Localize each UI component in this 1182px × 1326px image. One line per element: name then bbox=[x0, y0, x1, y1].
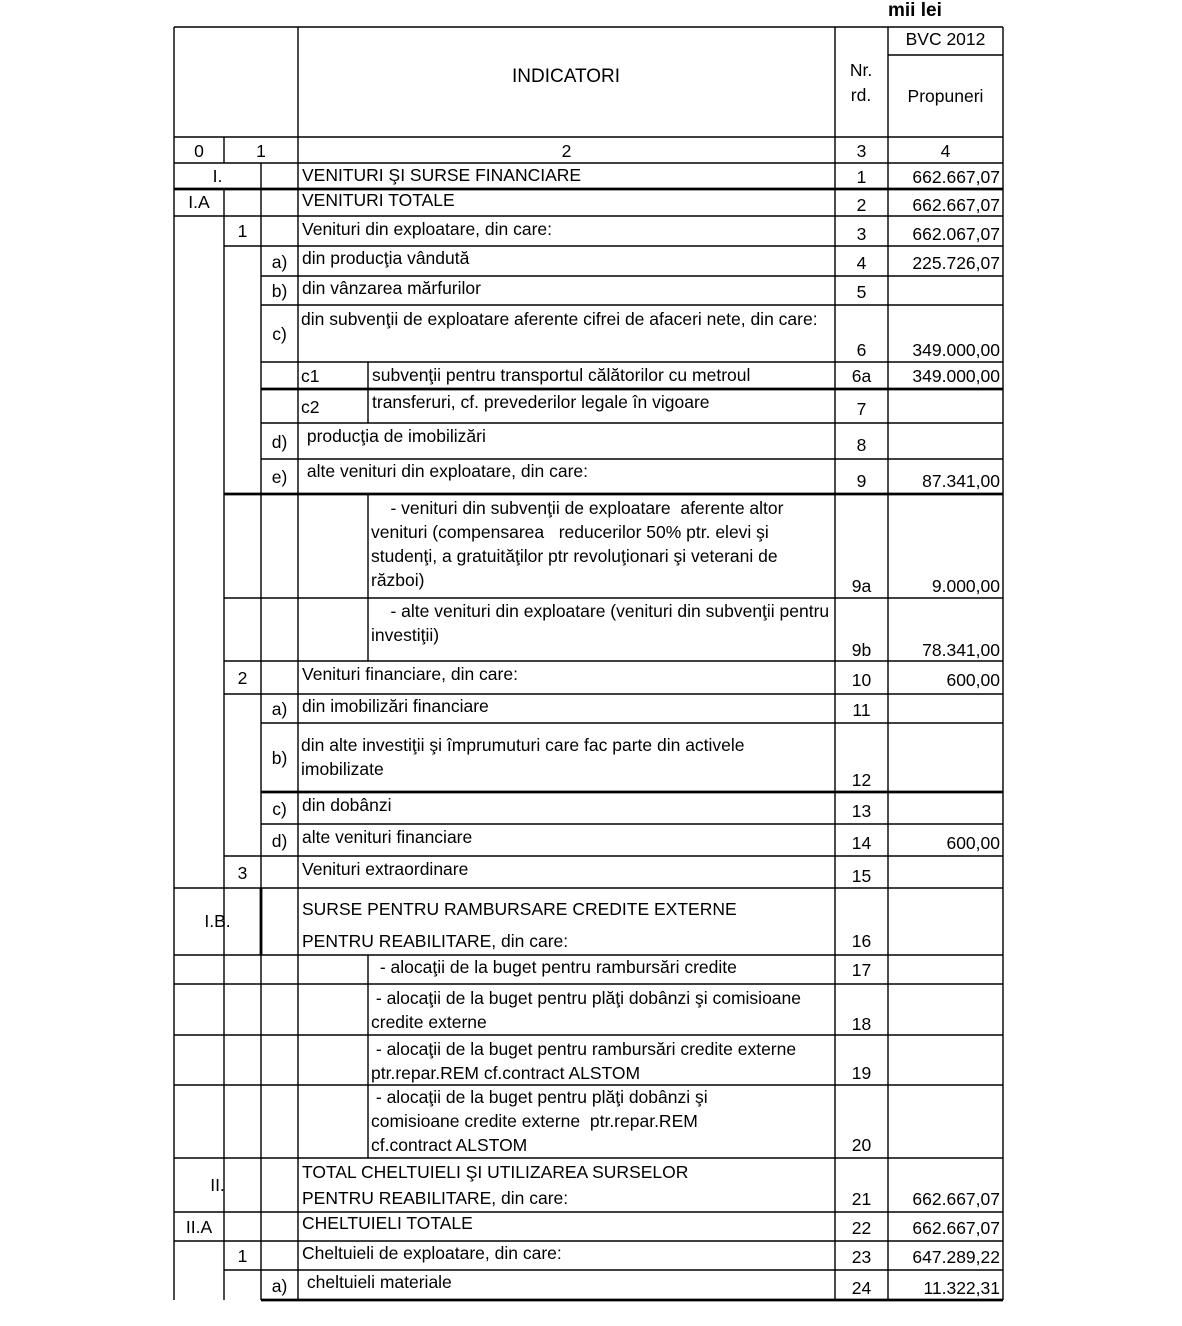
header-propuneri: Propuneri bbox=[907, 86, 984, 106]
row-nr: 17 bbox=[851, 960, 872, 980]
row-nr: 6a bbox=[851, 366, 872, 386]
row-value: 662.067,07 bbox=[912, 224, 1000, 244]
header-bvc: BVC 2012 bbox=[905, 29, 986, 49]
row-code: 2 bbox=[237, 668, 248, 688]
row-nr: 20 bbox=[851, 1135, 872, 1155]
col-number-4: 4 bbox=[940, 141, 951, 161]
row-label: - venituri din subvenţii de exploatare aferente altor venituri (compensarea reducerilor 50% ptr. elevi şi studenţi, a gratuităţilor ptr revoluţionari şi veterani de război) bbox=[371, 498, 789, 590]
row-code: b) bbox=[271, 748, 288, 768]
row-value: 647.289,22 bbox=[912, 1247, 1000, 1267]
row-label: din subvenţii de exploatare aferente cifrei de afaceri nete, din care: bbox=[301, 309, 818, 329]
row-code: c1 bbox=[301, 366, 320, 386]
row-label: Venituri extraordinare bbox=[302, 859, 469, 879]
row-nr: 14 bbox=[851, 833, 872, 853]
row-label: - alocaţii de la buget pentru rambursări credite externe ptr.repar.REM cf.contract ALSTOM bbox=[371, 1039, 801, 1083]
col-number-0: 0 bbox=[194, 141, 204, 161]
row-label: - alte venituri din exploatare (venituri din subvenţii pentru investiţii) bbox=[371, 601, 835, 645]
row-label: - alocaţii de la buget pentru plăţi dobânzi şi comisioane credite externe bbox=[371, 988, 806, 1032]
row-label: VENITURI TOTALE bbox=[302, 190, 455, 210]
row-value: 87.341,00 bbox=[922, 471, 1000, 491]
row-label: producţia de imobilizări bbox=[302, 426, 486, 446]
row-label: cheltuieli materiale bbox=[302, 1272, 452, 1292]
row-code: II. bbox=[210, 1175, 225, 1195]
row-nr: 3 bbox=[856, 224, 867, 244]
row-label: din producţia vândută bbox=[302, 248, 470, 268]
row-code: a) bbox=[271, 1276, 288, 1296]
row-nr: 9b bbox=[851, 640, 872, 660]
row-value: 349.000,00 bbox=[912, 340, 1000, 360]
row-value: 662.667,07 bbox=[912, 1218, 1000, 1238]
row-nr: 18 bbox=[851, 1014, 872, 1034]
row-code: I.A bbox=[188, 192, 210, 212]
row-label-line2: PENTRU REABILITARE, din care: bbox=[302, 931, 569, 951]
row-nr: 16 bbox=[851, 931, 872, 951]
row-label: VENITURI ŞI SURSE FINANCIARE bbox=[302, 165, 582, 185]
row-code: I.B. bbox=[204, 911, 231, 931]
row-label: CHELTUIELI TOTALE bbox=[302, 1213, 473, 1233]
header-nr-rd: Nr. rd. bbox=[849, 60, 873, 105]
row-value: 9.000,00 bbox=[931, 576, 1000, 596]
row-nr: 4 bbox=[856, 253, 867, 273]
row-value: 349.000,00 bbox=[912, 366, 1000, 386]
row-label: din alte investiţii şi împrumuturi care fac parte din activele imobilizate bbox=[301, 735, 745, 779]
row-nr: 12 bbox=[851, 770, 872, 790]
row-code: b) bbox=[271, 281, 288, 301]
row-value: 78.341,00 bbox=[922, 640, 1000, 660]
row-value: 600,00 bbox=[946, 670, 1000, 690]
col-number-2: 2 bbox=[561, 141, 572, 161]
col-number-1: 1 bbox=[256, 141, 266, 161]
row-nr: 5 bbox=[856, 282, 867, 302]
row-label: alte venituri financiare bbox=[302, 827, 473, 847]
row-value: 662.667,07 bbox=[912, 195, 1000, 215]
row-code: 3 bbox=[237, 863, 248, 883]
row-value: 600,00 bbox=[946, 833, 1000, 853]
row-label: Venituri financiare, din care: bbox=[302, 664, 518, 684]
row-code: 1 bbox=[237, 1246, 248, 1266]
row-nr: 10 bbox=[851, 670, 872, 690]
row-label-line1: TOTAL CHELTUIELI ŞI UTILIZAREA SURSELOR bbox=[302, 1162, 689, 1182]
row-value: 225.726,07 bbox=[912, 253, 1000, 273]
row-code: d) bbox=[271, 432, 288, 452]
row-nr: 2 bbox=[856, 195, 867, 215]
row-label: - alocaţii de la buget pentru plăţi dobânzi şi comisioane credite externe ptr.repar.REM cf.contract ALSTOM bbox=[371, 1087, 713, 1155]
row-label: din dobânzi bbox=[302, 795, 392, 815]
row-nr: 22 bbox=[851, 1218, 872, 1238]
row-label: subvenţii pentru transportul călătorilor cu metroul bbox=[372, 365, 751, 385]
row-nr: 23 bbox=[851, 1247, 872, 1267]
row-nr: 7 bbox=[856, 399, 867, 419]
row-nr: 15 bbox=[851, 866, 872, 886]
row-label-line1: SURSE PENTRU RAMBURSARE CREDITE EXTERNE bbox=[302, 899, 737, 919]
unit-label: mii lei bbox=[888, 0, 942, 21]
row-code: c) bbox=[272, 799, 287, 819]
row-code: II.A bbox=[185, 1217, 213, 1237]
row-nr: 13 bbox=[851, 801, 872, 821]
row-nr: 8 bbox=[856, 435, 867, 455]
row-label: Venituri din exploatare, din care: bbox=[302, 219, 553, 239]
row-code: c2 bbox=[301, 397, 320, 417]
row-value: 662.667,07 bbox=[912, 167, 1000, 187]
row-value: 662.667,07 bbox=[912, 1189, 1000, 1209]
row-nr: 9 bbox=[856, 471, 867, 491]
row-code: d) bbox=[271, 831, 288, 851]
row-nr: 21 bbox=[851, 1189, 872, 1209]
row-label: Cheltuieli de exploatare, din care: bbox=[302, 1243, 562, 1263]
row-label: din vânzarea mărfurilor bbox=[302, 278, 481, 298]
row-value: 11.322,31 bbox=[923, 1278, 1000, 1298]
row-code: I. bbox=[212, 166, 223, 186]
row-label: alte venituri din exploatare, din care: bbox=[302, 461, 588, 481]
row-nr: 19 bbox=[851, 1063, 872, 1083]
row-label-line2: PENTRU REABILITARE, din care: bbox=[302, 1188, 569, 1208]
row-nr: 24 bbox=[851, 1278, 872, 1298]
row-label: din imobilizări financiare bbox=[302, 696, 489, 716]
row-code: a) bbox=[271, 699, 288, 719]
row-nr: 9a bbox=[851, 576, 872, 596]
row-code: e) bbox=[271, 467, 288, 487]
row-label: transferuri, cf. prevederilor legale în vigoare bbox=[372, 392, 710, 412]
row-nr: 6 bbox=[856, 340, 867, 360]
row-nr: 11 bbox=[852, 700, 871, 720]
row-nr: 1 bbox=[856, 167, 867, 187]
row-label: - alocaţii de la buget pentru rambursări credite bbox=[375, 957, 737, 977]
row-code: c) bbox=[272, 324, 287, 344]
row-code: a) bbox=[271, 252, 288, 272]
row-code: 1 bbox=[237, 221, 248, 241]
col-number-3: 3 bbox=[856, 141, 867, 161]
header-indicatori: INDICATORI bbox=[511, 66, 621, 87]
